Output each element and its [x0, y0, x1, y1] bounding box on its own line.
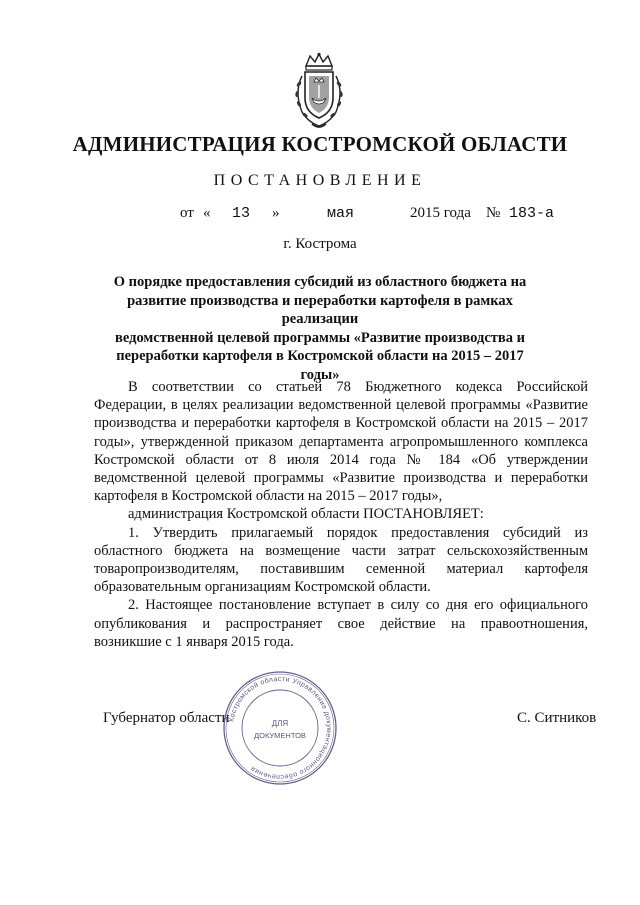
date-prefix: от: [180, 205, 194, 221]
stamp-center-line-1: ДЛЯ: [271, 719, 289, 728]
document-number: 183-а: [509, 205, 555, 222]
title-line: переработки картофеля в Костромской области на 2015 – 2017 годы»: [116, 348, 524, 383]
signatory-name: С. Ситников: [517, 710, 597, 726]
item-2-paragraph: 2. Настоящее постановление вступает в силу со дня его официального опубликования и распространяет свое действие на правоотношения, возникшие с 1 января 2015 года.: [94, 597, 588, 650]
city: г. Кострома: [283, 236, 357, 252]
date-quote-open: «: [203, 205, 211, 221]
organization-title: АДМИНИСТРАЦИЯ КОСТРОМСКОЙ ОБЛАСТИ: [72, 132, 568, 156]
official-stamp: [220, 668, 340, 788]
title-line: ведомственной целевой программы «Развитие производства и: [115, 329, 525, 346]
number-sign: №: [486, 205, 501, 221]
preamble-paragraph: В соответствии со статьей 78 Бюджетного кодекса Российской Федерации, в целях реализации ведомственной целевой программы «Развитие производства и переработки картофеля в Костромской области на 2015 – 2017 годы», утвержденной приказом департамента агропромышленного комплекса Костромской области от 8 июля 2014 года № 184 «Об утверждении ведомственной целевой программы «Развитие производства и переработки картофеля в Костромской области на 2015 – 2017 годы»,: [94, 379, 588, 505]
date-day: 13: [232, 205, 251, 222]
coat-of-arms-icon: [288, 52, 350, 132]
date-month: мая: [327, 205, 355, 222]
document-body: [94, 378, 588, 651]
document-type: ПОСТАНОВЛЕНИЕ: [213, 172, 427, 189]
date-quote-close: »: [272, 205, 280, 221]
stamp-center-line-2: ДОКУМЕНТОВ: [254, 731, 306, 740]
item-1-paragraph: 1. Утвердить прилагаемый порядок предоставления субсидий из областного бюджета на возмещение части затрат сельскохозяйственным товаропроизводителям, поставившим семенной материал картофеля образовательным организациям Костромской области.: [94, 524, 588, 596]
document-title: [96, 273, 544, 385]
signatory-position: Губернатор области: [103, 710, 230, 726]
title-line: О порядке предоставления субсидий из областного бюджета на: [113, 274, 527, 290]
decree-paragraph: администрация Костромской области ПОСТАНОВЛЯЕТ:: [128, 506, 484, 523]
title-line: развитие производства и переработки картофеля в рамках реализации: [127, 292, 513, 328]
date-year: 2015 года: [410, 205, 471, 221]
stamp-outer-text: Костромской области Управление документационного обеспечения: [228, 675, 333, 781]
